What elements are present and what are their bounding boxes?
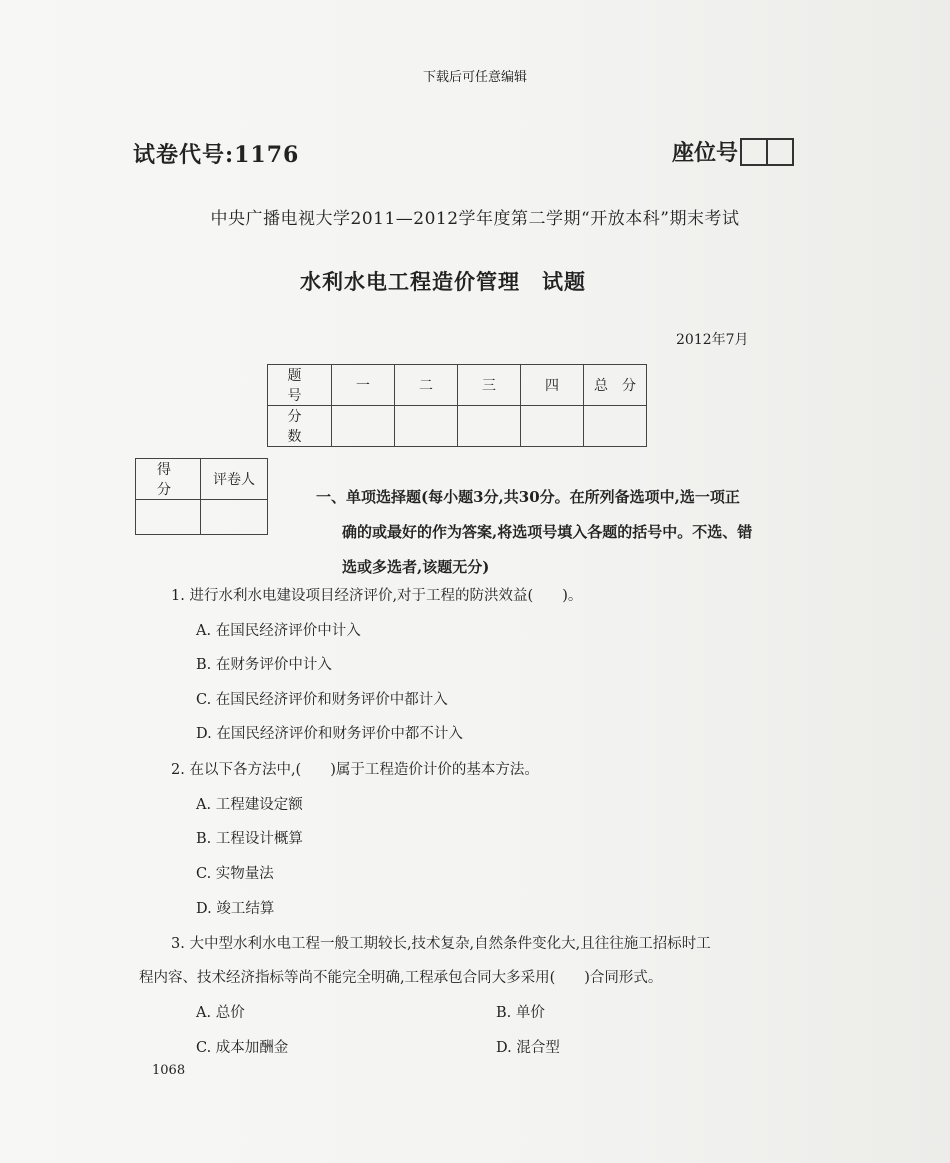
- question-3-option: C. 成本加酬金: [196, 1040, 289, 1056]
- score-header-label: 题 号: [268, 365, 332, 406]
- grader-score-cell: [136, 500, 201, 535]
- score-table: [267, 364, 647, 447]
- question-3-stem: 程内容、技术经济指标等尚不能完全明确,工程承包合同大多采用( )合同形式。: [139, 970, 663, 986]
- question-3-option: B. 单价: [496, 1005, 545, 1021]
- exam-date: 2012年7月: [676, 332, 749, 348]
- question-1-option: C. 在国民经济评价和财务评价中都计入: [196, 692, 448, 708]
- section-1-line: 一、单项选择题(每小题3分,共30分。在所列备选项中,选一项正: [316, 488, 740, 506]
- score-header-cell: 三: [458, 365, 521, 406]
- score-cell: [584, 406, 647, 447]
- score-header-cell: 二: [395, 365, 458, 406]
- score-cell: [521, 406, 584, 447]
- header-note: 下载后可任意编辑: [422, 70, 527, 85]
- score-table-row: [268, 365, 647, 406]
- score-header-total: 总 分: [584, 365, 647, 406]
- question-2-stem: 2. 在以下各方法中,( )属于工程造价计价的基本方法。: [171, 762, 539, 778]
- score-table-row: [268, 406, 647, 447]
- question-1-stem: 1. 进行水利水电建设项目经济评价,对于工程的防洪效益( )。: [171, 588, 583, 604]
- grader-name-label: 评卷人: [201, 459, 268, 500]
- question-1-option: A. 在国民经济评价中计入: [196, 623, 361, 639]
- page-number: 1068: [152, 1063, 186, 1078]
- seat-label: 座位号: [672, 140, 739, 166]
- section-1-line: 选或多选者,该题无分): [342, 558, 490, 576]
- section-1-instructions: [316, 480, 806, 585]
- question-2-option: B. 工程设计概算: [196, 831, 303, 847]
- question-2-option: A. 工程建设定额: [196, 797, 303, 813]
- seat-number-boxes: [740, 138, 794, 166]
- paper-code: 试卷代号:1176: [133, 142, 300, 168]
- university-line: 中央广播电视大学2011—2012学年度第二学期“开放本科”期末考试: [210, 209, 740, 229]
- score-header-cell: 一: [332, 365, 395, 406]
- question-2-option: C. 实物量法: [196, 866, 274, 882]
- question-1-option: B. 在财务评价中计入: [196, 657, 332, 673]
- score-header-cell: 四: [521, 365, 584, 406]
- grader-table: [135, 458, 268, 535]
- question-3-stem: 3. 大中型水利水电工程一般工期较长,技术复杂,自然条件变化大,且往往施工招标时工: [171, 936, 711, 952]
- question-2-option: D. 竣工结算: [196, 901, 275, 917]
- question-3-option: D. 混合型: [496, 1040, 560, 1056]
- grader-score-label: 得 分: [136, 459, 201, 500]
- grader-name-cell: [201, 500, 268, 535]
- question-1-option: D. 在国民经济评价和财务评价中都不计入: [196, 726, 463, 742]
- score-cell: [395, 406, 458, 447]
- subject-title: 水利水电工程造价管理 试题: [300, 269, 586, 294]
- score-cell: [332, 406, 395, 447]
- question-3-option: A. 总价: [196, 1005, 245, 1021]
- score-row-label: 分 数: [268, 406, 332, 447]
- score-cell: [458, 406, 521, 447]
- seat-number: [672, 136, 794, 167]
- section-1-line: 确的或最好的作为答案,将选项号填入各题的括号中。不选、错: [342, 523, 753, 541]
